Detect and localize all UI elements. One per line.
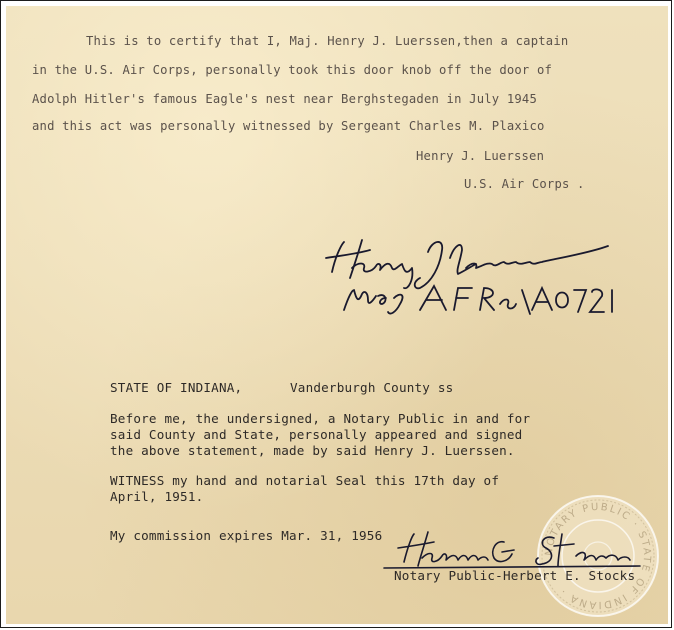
certificate-line-1: This is to certify that I, Maj. Henry J. Luerssen,then a captain <box>86 34 569 48</box>
certificate-line-4: and this act was personally witnessed by Sergeant Charles M. Plaxico <box>32 119 545 133</box>
handwritten-signature <box>316 232 616 322</box>
venue-county: Vanderburgh County ss <box>290 380 454 395</box>
svg-text:NOTARY PUBLIC · STATE OF INDIA: NOTARY PUBLIC · STATE OF INDIANA · <box>543 501 653 611</box>
typed-organization: U.S. Air Corps . <box>464 177 585 191</box>
commission-expiry: My commission expires Mar. 31, 1956 <box>110 528 383 543</box>
certificate-line-2: in the U.S. Air Corps, personally took this door knob off the door of <box>32 63 553 77</box>
notary-paragraph-2-line-2: April, 1951. <box>110 489 204 504</box>
document-paper <box>6 6 668 624</box>
venue-state: STATE OF INDIANA, <box>110 380 243 395</box>
notary-paragraph-1-line-1: Before me, the undersigned, a Notary Public in and for <box>110 411 531 426</box>
certificate-line-3: Adolph Hitler's famous Eagle's nest near Berghstegaden in July 1945 <box>32 92 538 106</box>
notary-paragraph-1-line-2: said County and State, personally appeared and signed <box>110 427 523 442</box>
notary-public-label: Notary Public-Herbert E. Stocks <box>394 568 636 583</box>
notary-paragraph-1-line-3: the above statement, made by said Henry J. Luerssen. <box>110 443 515 458</box>
notary-handwritten-signature <box>378 526 648 572</box>
typed-name: Henry J. Luerssen <box>416 149 545 163</box>
notary-paragraph-2-line-1: WITNESS my hand and notarial Seal this 17th day of <box>110 473 500 488</box>
